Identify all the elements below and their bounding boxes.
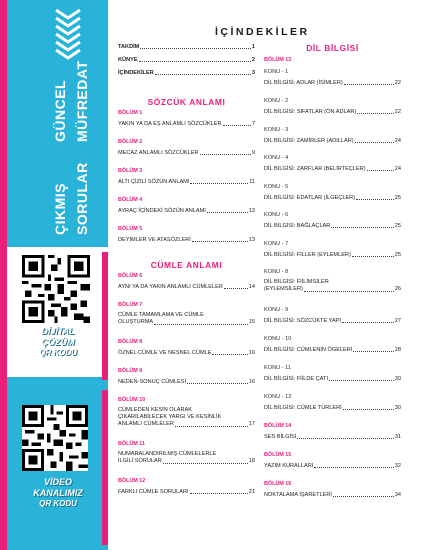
konu-label: KONU - 2 xyxy=(264,98,289,104)
toc-entry[interactable]: DEYİMLER VE ATASÖZLERİ 13 xyxy=(118,237,255,243)
bolum-label: BÖLÜM 6 xyxy=(118,273,143,279)
toc-entry[interactable]: NEDEN-SONUÇ CÜMLESİ 16 xyxy=(118,379,255,385)
toc-entry[interactable]: YAKIN YA DA EŞ ANLAMLI SÖZCÜKLER 7 xyxy=(118,121,255,127)
toc-entry[interactable]: DİL BİLGİSİ: ADLAR (İSİMLER) 22 xyxy=(264,80,401,86)
section-heading-cumle-anlami: CÜMLE ANLAMI xyxy=(150,260,223,270)
konu-label: KONU - 9 xyxy=(264,307,289,313)
toc-entry-kunye[interactable]: KÜNYE 2 xyxy=(118,57,255,63)
sidebar-pink-accent xyxy=(102,252,108,380)
toc-entry[interactable]: NOKTALAMA İŞARETLERİ 34 xyxy=(264,492,401,498)
section-heading-dil-bilgisi: DİL BİLGİSİ xyxy=(306,43,359,53)
bolum-label: BÖLÜM 8 xyxy=(118,339,143,345)
toc-entry[interactable]: DİL BİLGİSİ: BAĞLAÇLAR 25 xyxy=(264,223,401,229)
konu-label: KONU - 4 xyxy=(264,155,289,161)
toc-entry[interactable]: DİL BİLGİSİ: CÜMLENİN ÖGELERİ 28 xyxy=(264,347,401,353)
toc-entry[interactable]: AYRAÇ İÇİNDEKİ SÖZÜN ANLAMI 13 xyxy=(118,208,255,214)
toc-entry[interactable]: DİL BİLGİSİ: ZAMİRLER (ADILLAR) 24 xyxy=(264,138,401,144)
bolum-label: BÖLÜM 7 xyxy=(118,302,143,308)
toc-left-column xyxy=(118,0,255,550)
konu-label: KONU - 11 xyxy=(264,365,291,371)
toc-entry[interactable]: NUMARALANDIRILMIŞ CÜMLELERLE İLGİLİ SORULAR 18 xyxy=(118,451,255,464)
sidebar-pink-strip xyxy=(0,0,7,550)
konu-label: KONU - 1 xyxy=(264,69,289,75)
sidebar-guncel-text: GÜNCEL xyxy=(52,79,68,142)
toc-entry[interactable]: YAZIM KURALLARI 32 xyxy=(264,463,401,469)
toc-entry[interactable]: DİL BİLGİSİ: FİLLER (EYLEMLER) 25 xyxy=(264,252,401,258)
bolum-label: BÖLÜM 4 xyxy=(118,197,143,203)
bolum-label: BÖLÜM 14 xyxy=(264,423,292,429)
bolum-label: BÖLÜM 11 xyxy=(118,441,145,447)
sidebar-cikmis-text: ÇIKMIŞ xyxy=(52,183,68,235)
video-kanal-label: VİDEO KANALIMIZ QR KODU xyxy=(33,477,83,508)
konu-label: KONU - 12 xyxy=(264,394,292,400)
konu-label: KONU - 3 xyxy=(264,127,289,133)
toc-entry[interactable]: DİL BİLGİSİ: EDATLAR (İLGEÇLER) 25 xyxy=(264,195,401,201)
section-heading-sozcuk-anlami: SÖZCÜK ANLAMI xyxy=(147,97,226,107)
konu-label: KONU - 5 xyxy=(264,184,289,190)
toc-entry[interactable]: AYNI YA DA YAKIN ANLAMLI CÜMLELER 14 xyxy=(118,284,255,290)
toc-entry[interactable]: ÖZNEL CÜMLE VE NESNEL CÜMLE 16 xyxy=(118,350,255,356)
toc-entry-takdim[interactable]: TAKDİM 1 xyxy=(118,44,255,50)
bolum-label: BÖLÜM 15 xyxy=(264,452,292,458)
bolum-label: BÖLÜM 2 xyxy=(118,139,143,145)
dijital-cozum-qr-code[interactable] xyxy=(22,255,90,323)
sidebar-pink-accent-2 xyxy=(102,390,108,545)
konu-label: KONU - 10 xyxy=(264,336,292,342)
toc-entry[interactable]: CÜMLEDEN KESİN OLARAK ÇIKARILABİLECEK YARGI VE KESİNLİK ANLAMLI CÜMLELER 17 xyxy=(118,407,255,427)
toc-entry[interactable]: SES BİLGİSİ 31 xyxy=(264,434,401,440)
bolum-label: BÖLÜM 12 xyxy=(118,478,146,484)
dijital-cozum-label: DİJİTAL ÇÖZÜM QR KODU xyxy=(39,326,77,357)
toc-entry[interactable]: DİL BİLGİSİ: FİİLİMSİLER (EYLEMSİLER) 26 xyxy=(264,279,401,292)
toc-entry[interactable]: CÜMLE TAMAMLAMA VE CÜMLE OLUŞTURMA 15 xyxy=(118,312,255,325)
bolum-label: BÖLÜM 13 xyxy=(264,57,292,63)
bolum-label: BÖLÜM 5 xyxy=(118,226,143,232)
konu-label: KONU - 7 xyxy=(264,241,289,247)
video-kanal-qr-code[interactable] xyxy=(22,405,88,471)
bolum-label: BÖLÜM 1 xyxy=(118,110,143,116)
bolum-label: BÖLÜM 3 xyxy=(118,168,143,174)
toc-entry-icindekiler[interactable]: İÇİNDEKİLER 3 xyxy=(118,70,255,76)
toc-entry[interactable]: DİL BİLGİSİ: FİİLDE ÇATI 30 xyxy=(264,376,401,382)
konu-label: KONU - 8 xyxy=(264,269,289,275)
toc-entry[interactable]: DİL BİLGİSİ: SÖZCÜKTE YAPI 27 xyxy=(264,318,401,324)
toc-entry[interactable]: DİL BİLGİSİ: SIFATLAR (ÖN ADLAR) 22 xyxy=(264,109,401,115)
bolum-label: BÖLÜM 10 xyxy=(118,397,146,403)
toc-entry[interactable]: FARKLI CÜMLE SORULARI 21 xyxy=(118,489,255,495)
bolum-label: BÖLÜM 16 xyxy=(264,481,292,487)
toc-entry[interactable]: DİL BİLGİSİ: CÜMLE TÜRLERİ 30 xyxy=(264,405,401,411)
sidebar-sorular-text: SORULAR xyxy=(74,162,90,235)
page-title: İÇİNDEKİLER xyxy=(215,26,310,38)
toc-entry[interactable]: MECAZ ANLAMLI SÖZCÜKLER 9 xyxy=(118,150,255,156)
sidebar-mufredat-text: MÜFREDAT xyxy=(74,60,90,142)
toc-entry[interactable]: DİL BİLGİSİ: ZARFLAR (BELİRTEÇLER) 24 xyxy=(264,166,401,172)
toc-entry[interactable]: ALTI ÇİZİLİ SÖZÜN ANLAMI 11 xyxy=(118,179,255,185)
konu-label: KONU - 6 xyxy=(264,212,289,218)
chevron-down-icon xyxy=(54,6,82,62)
toc-right-column xyxy=(264,0,401,550)
bolum-label: BÖLÜM 9 xyxy=(118,368,143,374)
